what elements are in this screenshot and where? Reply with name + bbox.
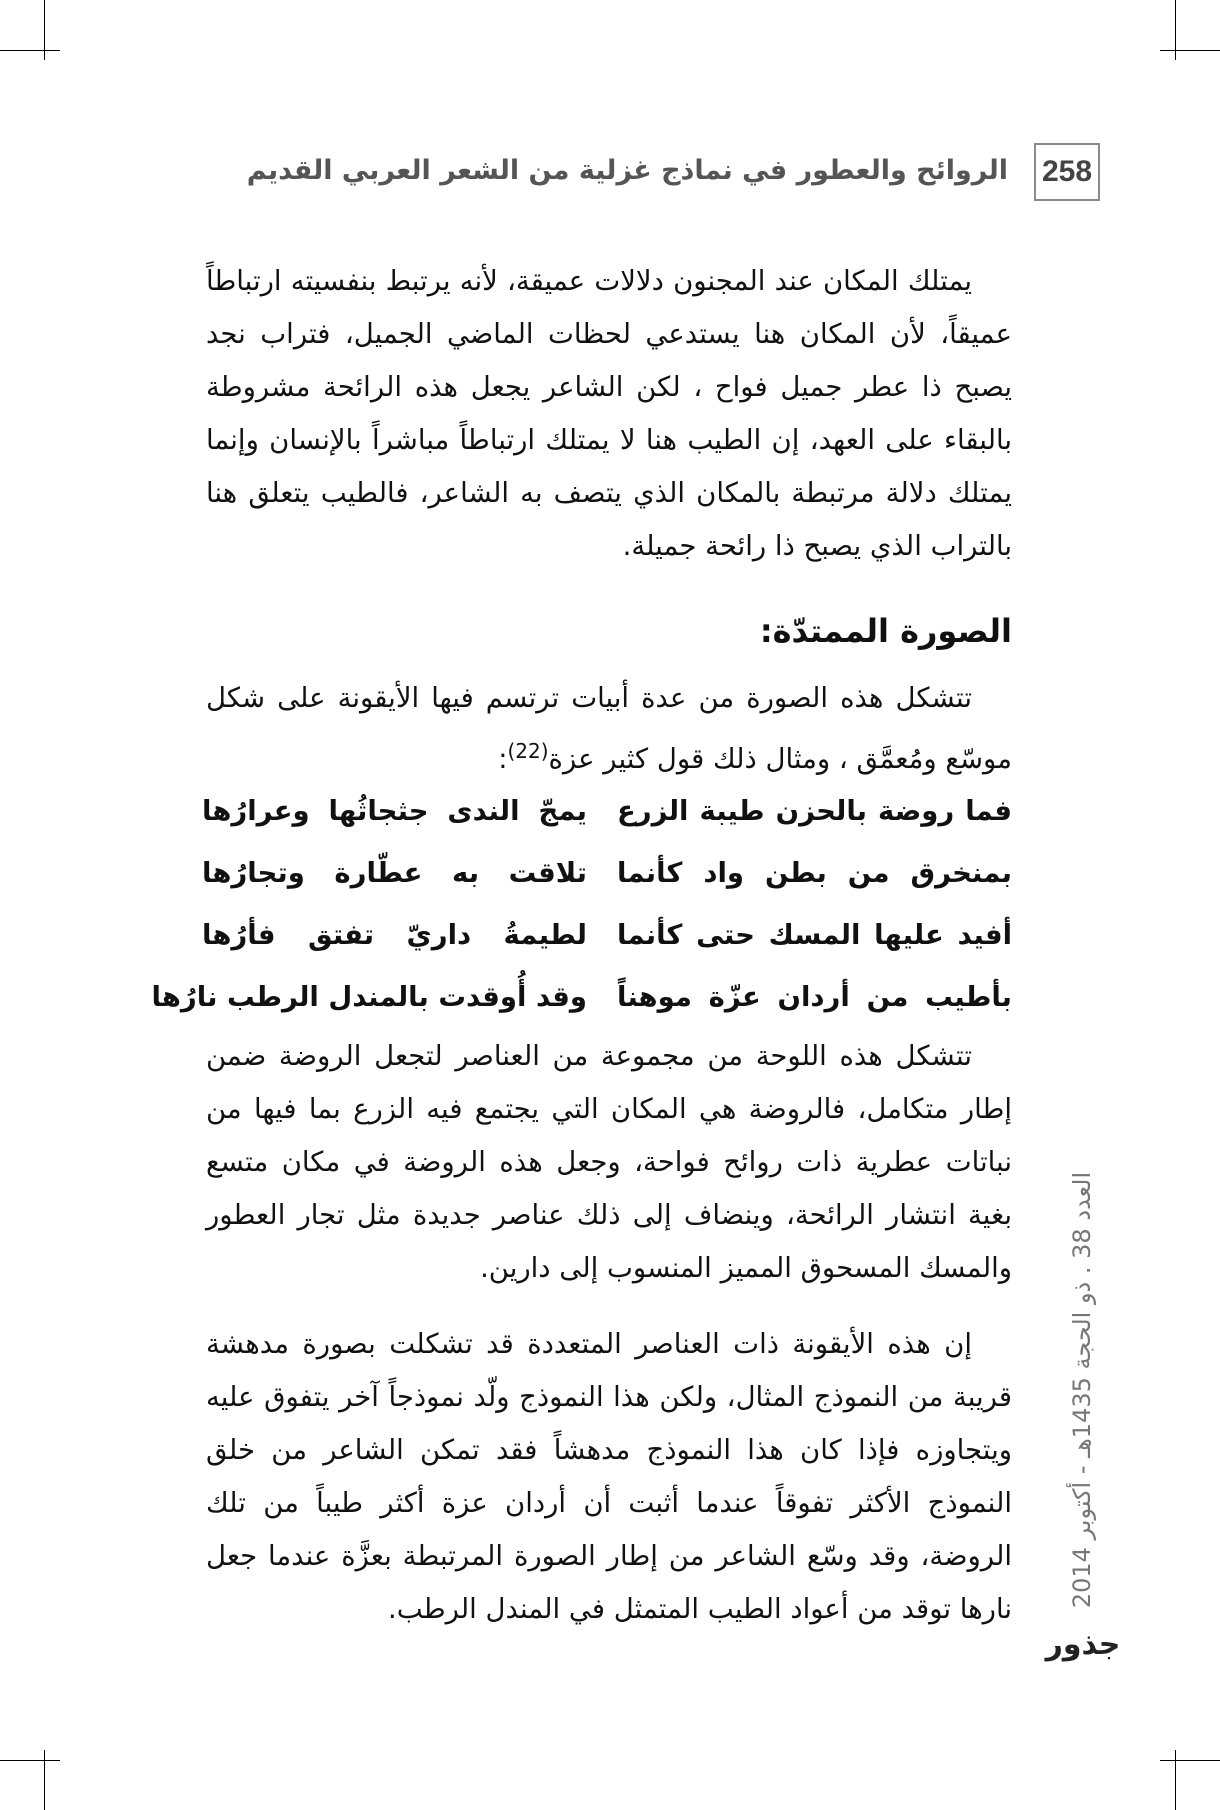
crop-mark-bottom-right-h — [1160, 1760, 1220, 1761]
paragraph-1-text: يمتلك المكان عند المجنون دلالات عميقة، لأنه يرتبط بنفسيته ارتباطاً عميقاً، لأن المكان هنا يستدعي لحظات الماضي الجميل، فتراب نجد يصبح ذا عطر جميل فواح ، لكن الشاعر يجعل هذه الرائحة مشروطة بالبقاء على العهد، إن الطيب هنا لا يمتلك ارتباطاً مباشراً بالإنسان وإنما يمتلك دلالة مرتبطة بالمكان الذي يتصف به الشاعر، فالطيب يتعلق هنا بالتراب الذي يصبح ذا رائحة جميلة. — [206, 265, 1012, 562]
verse-second-hemistich: يمجّ الندى جثجاثُها وعرارُها — [202, 795, 587, 827]
verse-first-hemistich: بأطيب من أردان عزّة موهناً — [617, 981, 1012, 1013]
verse-second-hemistich: تلاقت به عطّارة وتجارُها — [202, 857, 587, 889]
paragraph-2-body: تتشكل هذه الصورة من عدة أبيات ترتسم فيها الأيقونة على شكل موسّع ومُعمَّق ، ومثال ذلك قول كثير عزة — [206, 682, 1012, 776]
verse-first-hemistich: بمنخرق من بطن واد كأنما — [617, 857, 1012, 889]
crop-mark-top-left-h — [0, 50, 60, 51]
paragraph-1 — [206, 255, 1012, 573]
journal-logo: جذور — [1045, 1626, 1121, 1662]
paragraph-2 — [206, 672, 1012, 786]
crop-mark-bottom-left-h — [0, 1760, 60, 1761]
crop-mark-top-left — [44, 0, 45, 60]
section-heading: الصورة الممتدّة: — [759, 612, 1012, 650]
paragraph-2-suffix: : — [498, 743, 508, 776]
crop-mark-bottom-left — [44, 1750, 45, 1810]
paragraph-4-text: إن هذه الأيقونة ذات العناصر المتعددة قد تشكلت بصورة مدهشة قريبة من النموذج المثال، ولكن هذا النموذج ولّد نموذجاً آخر يتفوق عليه ويتجاوزه فإذا كان هذا النموذج مدهشاً فقد تمكن الشاعر من خلق النموذج الأكثر تفوقاً عندما أثبت أن أردان عزة أكثر طيباً من تلك الروضة، وقد وسّع الشاعر من إطار الصورة المرتبطة بعزَّة عندما جعل نارها توقد من أعواد الطيب المتمثل في المندل الرطب. — [206, 1328, 1012, 1625]
paragraph-3-text: تتشكل هذه اللوحة من مجموعة من العناصر لتجعل الروضة ضمن إطار متكامل، فالروضة هي المكان التي يجتمع فيه الزرع بما فيها من نباتات عطرية ذات روائح فواحة، وجعل هذه الروضة في مكان متسع بغية انتشار الرائحة، وينضاف إلى ذلك عناصر جديدة مثل تجار العطور والمسك المسحوق المميز المنسوب إلى دارين. — [206, 1040, 1012, 1284]
crop-mark-bottom-right — [1175, 1750, 1176, 1810]
running-title: الروائح والعطور في نماذج غزلية من الشعر العربي القديم — [246, 155, 1008, 186]
crop-mark-top-right — [1175, 0, 1176, 60]
crop-mark-top-right-h — [1160, 50, 1220, 51]
poem-verse — [202, 904, 1012, 966]
poem-verse — [202, 842, 1012, 904]
verse-second-hemistich: وقد أُوقدت بالمندل الرطب نارُها — [151, 981, 587, 1013]
running-header — [200, 143, 1100, 203]
paragraph-4 — [206, 1318, 1012, 1636]
footnote-ref: (22) — [507, 739, 549, 763]
verse-first-hemistich: أفيد عليها المسك حتى كأنما — [617, 919, 1012, 951]
page-number: 258 — [1034, 143, 1100, 201]
verse-first-hemistich: فما روضة بالحزن طيبة الزرع — [617, 795, 1012, 827]
issue-info: العدد 38 . ذو الحجة 1435هـ - أكتوبر 2014 — [1068, 1171, 1096, 1609]
poem-verse — [151, 966, 1012, 1028]
verse-second-hemistich: لطيمةُ داريّ تفتق فأرُها — [202, 919, 587, 951]
poem-verse — [202, 780, 1012, 842]
paragraph-2-text — [206, 672, 1012, 786]
paragraph-3 — [206, 1030, 1012, 1295]
issue-sidebar — [1060, 1160, 1104, 1620]
poem — [151, 780, 1012, 1028]
